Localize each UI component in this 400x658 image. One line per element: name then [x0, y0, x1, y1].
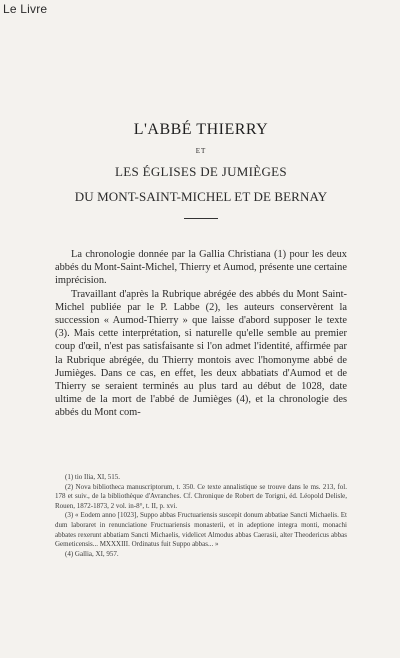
- footnote: (3) « Eodem anno [1023], Suppo abbas Fructuariensis suscepit donum abbatiae Sancti Michaelis. Et dum laboraret in renunciatione Fructuariensis monasterii, et in adeptione integra monti, monachi abbates rexerunt abbatiam Sancti Michaelis, videlicet Almodus abbas Caerasii, alter Theodericus abbas Gemeticensis... MXXXIII. Ordinatus fuit Suppo abbas... »: [55, 511, 347, 549]
- watermark: Le Livre: [3, 2, 48, 16]
- footnote: (2) Nova bibliotheca manuscriptorum, t. 350. Ce texte annalistique se trouve dans le ms. 213, fol. 178 et suiv., de la bibliothèque d'Avranches. Cf. Chronique de Robert de Torigni, éd. Léopold Delisle, Rouen, 1872-1873, 2 vol. in-8°, t. II, p. xvi.: [55, 482, 347, 510]
- footnote: (1) tio Ilia, XI, 515.: [65, 473, 121, 481]
- paragraph: La chronologie donnée par la Gallia Christiana (1) pour les deux abbés du Mont-Saint-Michel, Thierry et Aumod, présente une certaine imprécision.: [55, 249, 347, 287]
- footnote: (4) Gallia, XI, 957.: [65, 549, 119, 558]
- subtitle-line-2: DU MONT-SAINT-MICHEL ET DE BERNAY: [74, 189, 328, 204]
- article-body: [55, 248, 347, 420]
- paragraph: Travaillant d'après la Rubrique abrégée des abbés du Mont Saint-Michel publiée par le P. Labbe (2), les auteurs conservèrent la succession « Aumod-Thierry » que laisse d'abord supposer le texte (3). Mais cette interprétation, si naturelle qu'elle semble au premier coup d'œil, n'est pas satisfaisante si l'on admet l'identité, affirmée par la Rubrique abrégée, du Thierry montois avec l'homonyme abbé de Jumièges. Dans ce cas, en effet, les deux abbatiats d'Aumod et de Thierry se seraient terminés au plus tard au début de 1028, date ultime de la mort de l'abbé de Jumièges (4), et la chronologie des abbés du Mont com-: [55, 288, 347, 419]
- article-title: L'ABBÉ THIERRY: [133, 121, 269, 138]
- title-conjunction: ET: [195, 147, 207, 155]
- footnotes: [55, 473, 347, 559]
- title-divider: [184, 218, 218, 219]
- subtitle-line-1: LES ÉGLISES DE JUMIÈGES: [115, 164, 287, 179]
